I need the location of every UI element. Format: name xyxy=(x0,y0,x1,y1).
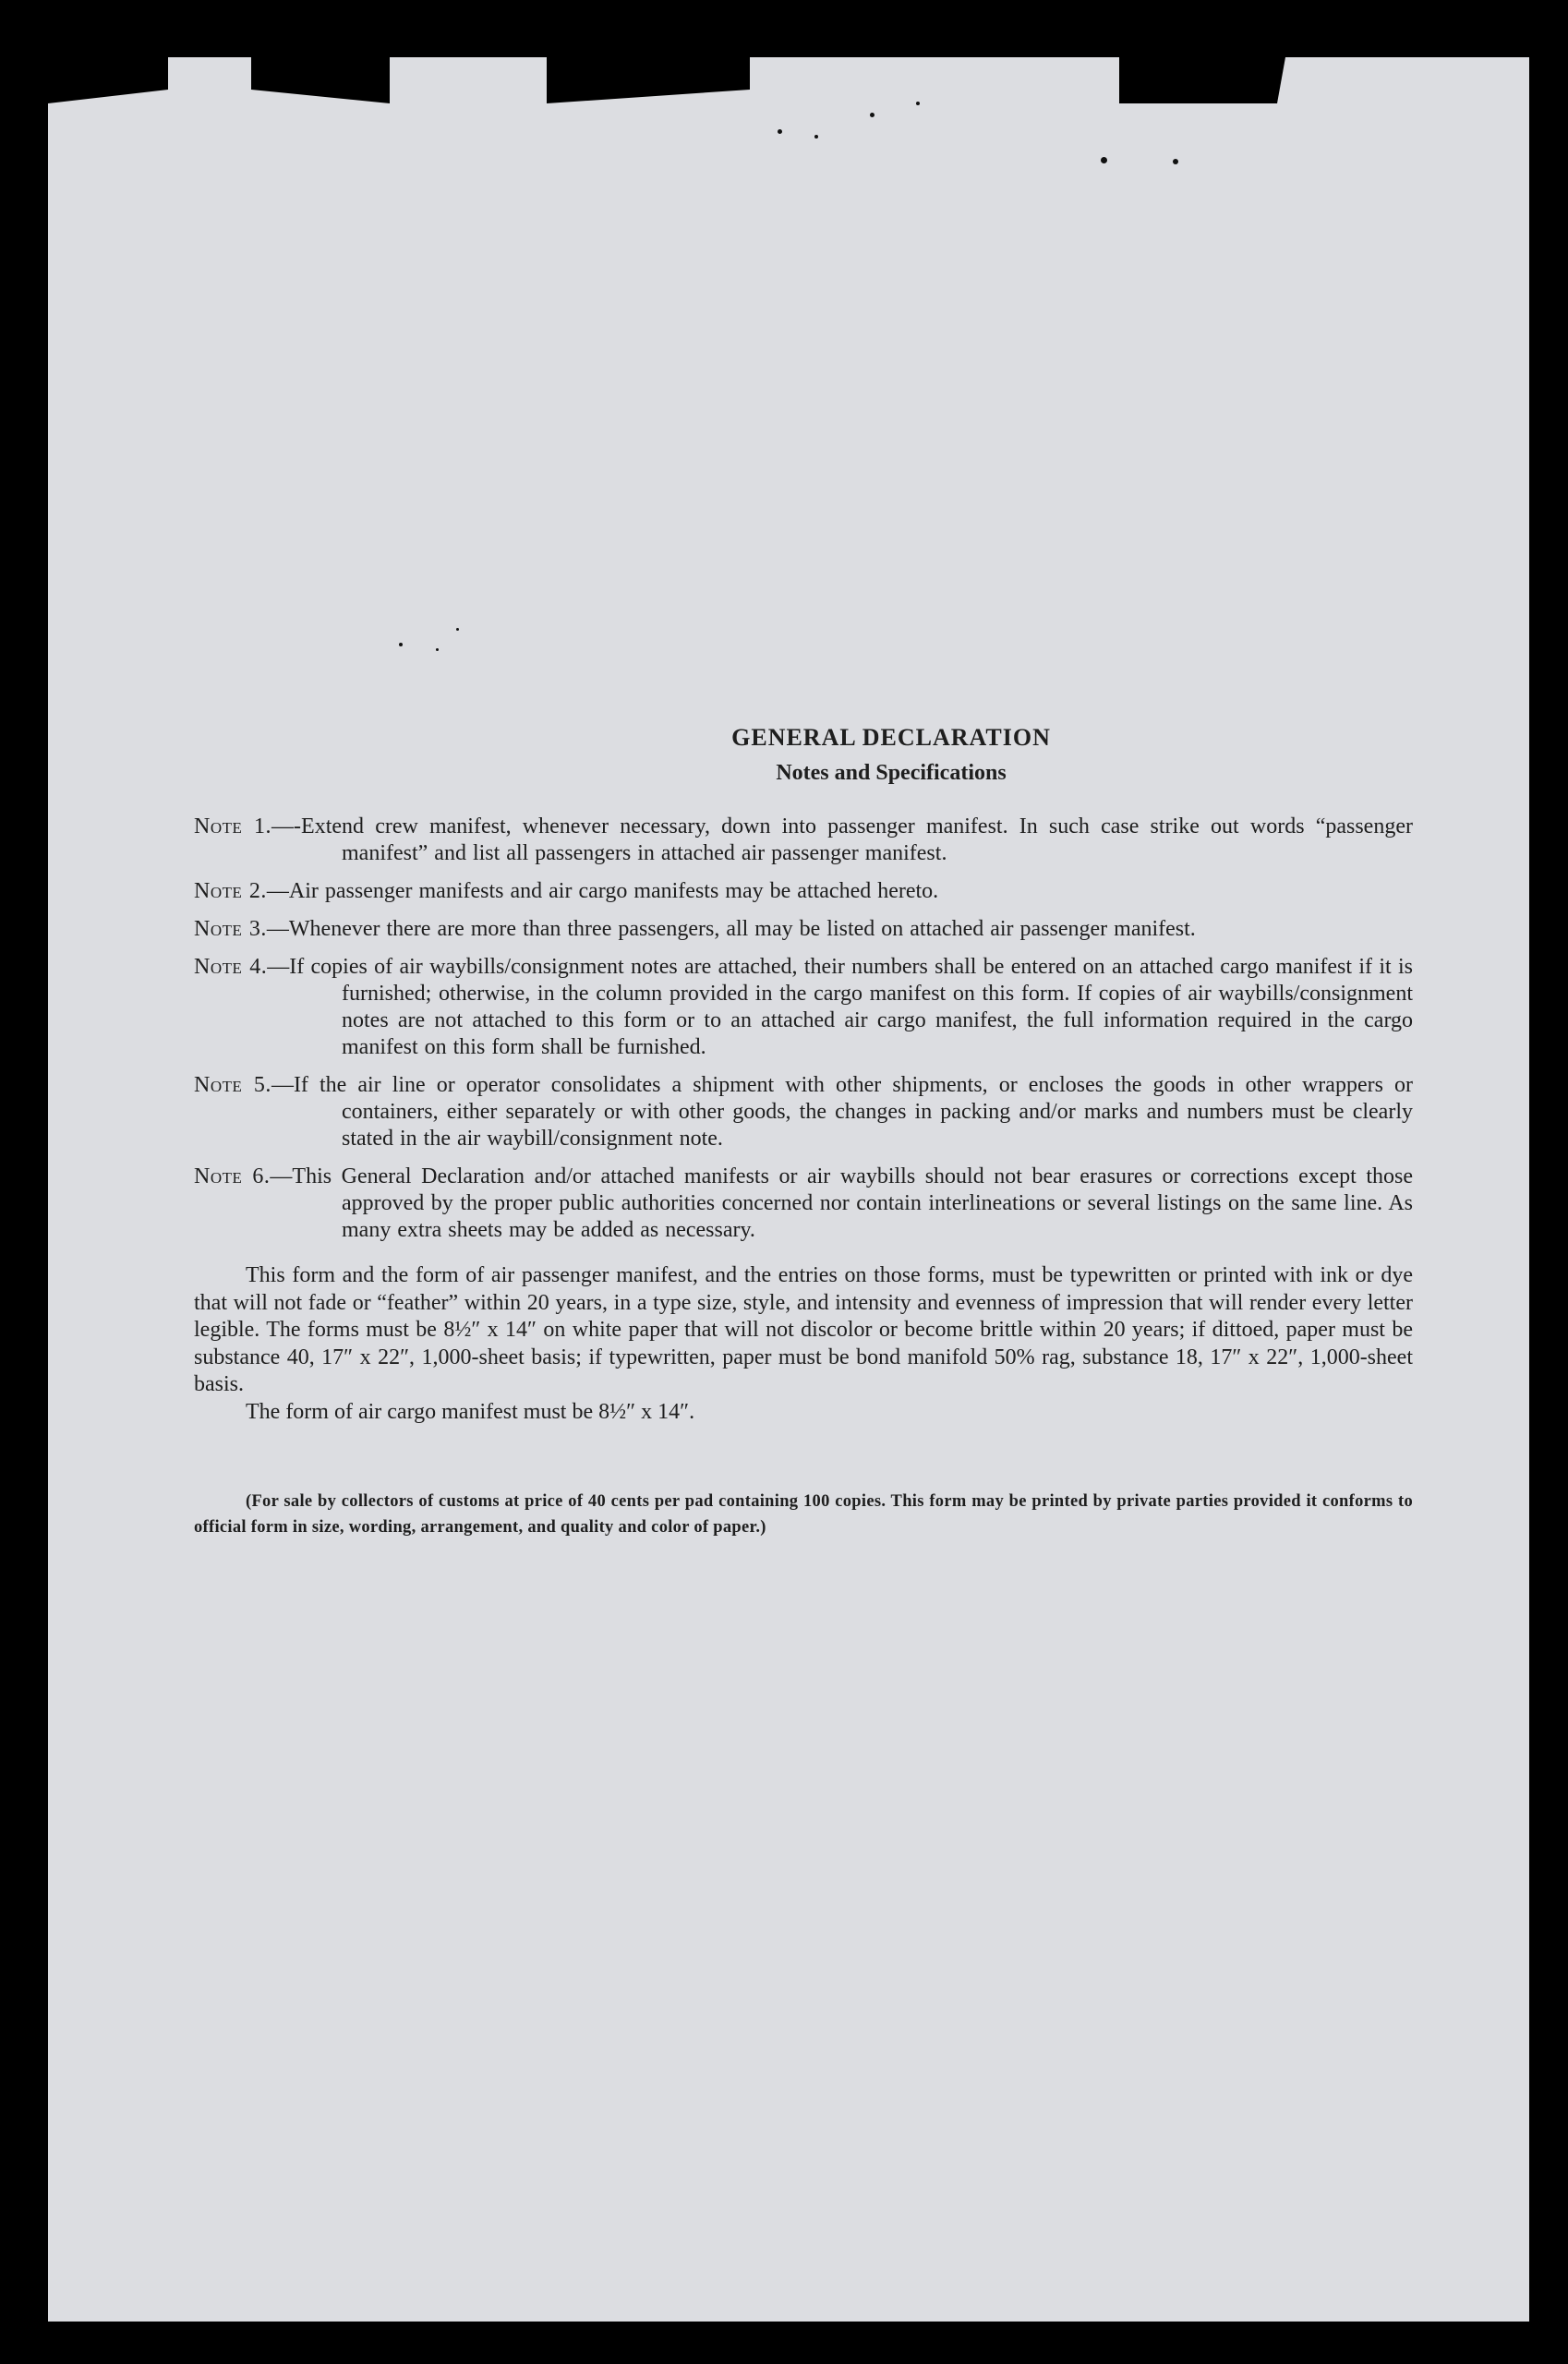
note-5-label: Note 5. xyxy=(194,1073,271,1097)
note-4-label: Note 4. xyxy=(194,955,268,979)
note-2 xyxy=(194,878,1413,905)
sale-notice: (For sale by collectors of customs at price of 40 cents per pad containing 100 copies. This form may be printed by private parties provided it conforms to official form in size, wording, arrangement, and quality and color of paper.) xyxy=(194,1492,1413,1537)
top-tab-2 xyxy=(251,57,390,103)
document-subtitle: Notes and Specifications xyxy=(776,761,1007,785)
note-6-text: —This General Declaration and/or attached manifests or air waybills should not bear erasures or corrections except those approved by the proper public authorities concerned nor contain interlineations or several listings on the same line. As many extra sheets may be added as necessary. xyxy=(270,1164,1413,1242)
scan-speck xyxy=(1173,159,1178,164)
declaration-content xyxy=(194,667,1413,1540)
top-tab-4 xyxy=(1119,57,1285,103)
note-3-text: —Whenever there are more than three passengers, all may be listed on attached air passenger manifest. xyxy=(266,917,1196,941)
note-1 xyxy=(194,814,1413,867)
note-1-text: —-Extend crew manifest, whenever necessary, down into passenger manifest. In such case strike out words “passenger manifest” and list all passengers in attached air passenger manifest. xyxy=(271,814,1413,865)
cargo-manifest-size-line: The form of air cargo manifest must be 8½″ x 14″. xyxy=(246,1399,695,1424)
note-2-label: Note 2. xyxy=(194,879,267,903)
note-4-text: —If copies of air waybills/consignment notes are attached, their numbers shall be entered on an attached cargo manifest if it is furnished; otherwise, in the column provided in the cargo manifest on this form. If copies of air waybills/consignment notes are not attached to this form or to an attached air cargo manifest, the full information required in the cargo manifest on this form shall be furnished. xyxy=(267,955,1413,1059)
top-tab-1 xyxy=(48,57,168,103)
note-2-text: —Air passenger manifests and air cargo manifests may be attached hereto. xyxy=(266,879,939,903)
scan-speck xyxy=(778,129,782,134)
note-1-label: Note 1. xyxy=(194,814,272,838)
document-page xyxy=(48,57,1529,2322)
scan-speck xyxy=(436,648,439,651)
note-6-label: Note 6. xyxy=(194,1164,271,1188)
note-5 xyxy=(194,1072,1413,1152)
scan-speck xyxy=(814,135,818,139)
scan-speck xyxy=(870,113,874,117)
note-3-label: Note 3. xyxy=(194,917,267,941)
form-requirements-paragraph: This form and the form of air passenger manifest, and the entries on those forms, must be typewritten or printed with ink or dye that will not fade or “feather” within 20 years, in a type size, style, and intensity and evenness of impression that will render every letter legible. The forms must be 8½″ x 14″ on white paper that will not discolor or become brittle within 20 years; if dittoed, paper must be substance 40, 17″ x 22″, 1,000-sheet basis; if typewritten, paper must be bond manifold 50% rag, substance 18, 17″ x 22″, 1,000-sheet basis. xyxy=(194,1263,1413,1396)
scan-speck xyxy=(1101,157,1107,163)
scan-speck xyxy=(456,628,459,631)
note-6 xyxy=(194,1164,1413,1244)
scan-speck xyxy=(916,102,920,105)
note-5-text: —If the air line or operator consolidates a shipment with other shipments, or encloses the goods in other wrappers or containers, either separately or with other goods, the changes in packing and/or marks and numbers must be clearly stated in the air waybill/consignment note. xyxy=(271,1073,1413,1151)
note-3 xyxy=(194,916,1413,943)
note-4 xyxy=(194,954,1413,1061)
top-tab-3 xyxy=(547,57,750,103)
scan-speck xyxy=(399,643,403,646)
document-title: GENERAL DECLARATION xyxy=(731,724,1051,751)
